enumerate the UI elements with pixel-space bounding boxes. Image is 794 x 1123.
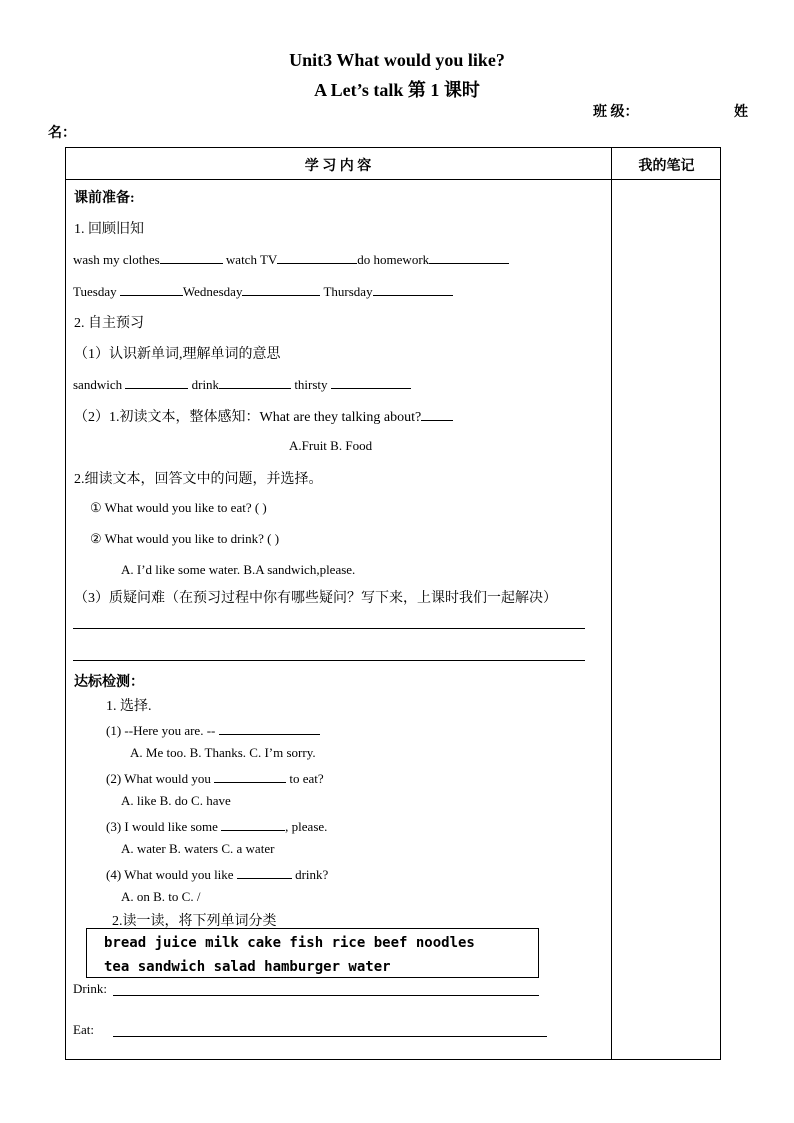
answer-blank[interactable] <box>219 375 291 389</box>
answer-blank[interactable] <box>219 721 320 735</box>
phrase-watch-tv: watch TV <box>225 252 278 267</box>
first-reading-text: （2）1.初读文本，整体感知：What are they talking about? <box>74 410 422 425</box>
answer-blank[interactable] <box>160 250 223 264</box>
answer-blank[interactable] <box>242 282 320 296</box>
column-header-notes: 我的笔记 <box>638 159 695 174</box>
writing-line-1[interactable] <box>73 628 585 629</box>
choice-question-4 <box>106 865 328 883</box>
answer-blank[interactable] <box>120 282 183 296</box>
lesson-subtitle: A Let’s talk 第 1 课时 <box>314 80 480 100</box>
drink-answer-line[interactable] <box>113 995 539 996</box>
question-4-options: A. on B. to C. / <box>121 889 201 904</box>
answer-blank[interactable] <box>237 865 292 879</box>
new-words-instruction: （1）认识新单词,理解单词的意思 <box>74 347 281 362</box>
test-heading: 达标检测： <box>74 675 144 690</box>
question-3-options: A. water B. waters C. a water <box>121 841 275 856</box>
review-row-1 <box>73 250 509 268</box>
reading-question-1: ① What would you like to eat? ( ) <box>90 500 267 515</box>
phrase-wash-clothes: wash my clothes <box>73 252 160 267</box>
word-sandwich: sandwich <box>73 377 123 392</box>
name-label-part1: 姓 <box>734 105 748 120</box>
question-2-tail: to eat? <box>289 771 324 786</box>
eat-answer-line[interactable] <box>113 1036 547 1037</box>
word-wednesday: Wednesday <box>182 284 243 299</box>
question-2-options: A. like B. do C. have <box>121 793 231 808</box>
classify-title: 2.读一读，将下列单词分类 <box>112 914 277 929</box>
question-4-text: (4) What would you like <box>106 867 234 882</box>
writing-line-2[interactable] <box>73 660 585 661</box>
phrase-do-homework: do homework <box>357 252 430 267</box>
questions-instruction: （3）质疑问难（在预习过程中你有哪些疑问？写下来，上课时我们一起解决） <box>74 591 557 606</box>
worksheet-title: Unit3 What would you like? <box>289 50 505 70</box>
answer-blank[interactable] <box>373 282 453 296</box>
drink-label: Drink: <box>73 981 107 996</box>
word-thursday: Thursday <box>323 284 373 299</box>
word-tuesday: Tuesday <box>73 284 117 299</box>
prep-heading: 课前准备: <box>74 191 135 206</box>
answer-blank[interactable] <box>429 250 509 264</box>
question-3-text: (3) I would like some <box>106 819 218 834</box>
answer-blank[interactable] <box>421 407 453 421</box>
preview-title: 2. 自主预习 <box>74 316 144 331</box>
question-1-options: A. Me too. B. Thanks. C. I’m sorry. <box>130 745 316 760</box>
table-column-divider <box>611 147 612 1060</box>
first-reading-question <box>74 406 453 426</box>
choice-title: 1. 选择. <box>106 699 152 714</box>
class-label: 班 级： <box>593 105 639 120</box>
eat-label: Eat: <box>73 1022 94 1037</box>
answer-blank[interactable] <box>221 817 285 831</box>
question-3-tail: , please. <box>285 819 328 834</box>
table-header-divider <box>65 179 721 180</box>
question-1-text: (1) --Here you are. -- <box>106 723 216 738</box>
detailed-reading-title: 2.细读文本，回答文中的问题，并选择。 <box>74 472 323 487</box>
review-title: 1. 回顾旧知 <box>74 222 144 237</box>
reading-question-2: ② What would you like to drink? ( ) <box>90 531 280 546</box>
choice-question-2 <box>106 769 324 787</box>
first-reading-options: A.Fruit B. Food <box>289 438 373 453</box>
review-row-2 <box>73 282 453 300</box>
choice-question-3 <box>106 817 327 835</box>
answer-blank[interactable] <box>214 769 286 783</box>
answer-blank[interactable] <box>125 375 188 389</box>
word-drink: drink <box>191 377 220 392</box>
word-bank-line-1: bread juice milk cake fish rice beef noodles <box>104 935 475 951</box>
question-4-tail: drink? <box>295 867 329 882</box>
answer-blank[interactable] <box>331 375 411 389</box>
name-label-part2: 名： <box>48 126 76 141</box>
new-words-row <box>73 375 411 393</box>
answer-blank[interactable] <box>277 250 357 264</box>
word-thirsty: thirsty <box>294 377 328 392</box>
question-2-text: (2) What would you <box>106 771 211 786</box>
word-bank-line-2: tea sandwich salad hamburger water <box>104 959 391 975</box>
reading-options: A. I’d like some water. B.A sandwich,please. <box>121 562 356 577</box>
column-header-content: 学 习 内 容 <box>304 159 372 174</box>
choice-question-1 <box>106 721 320 739</box>
